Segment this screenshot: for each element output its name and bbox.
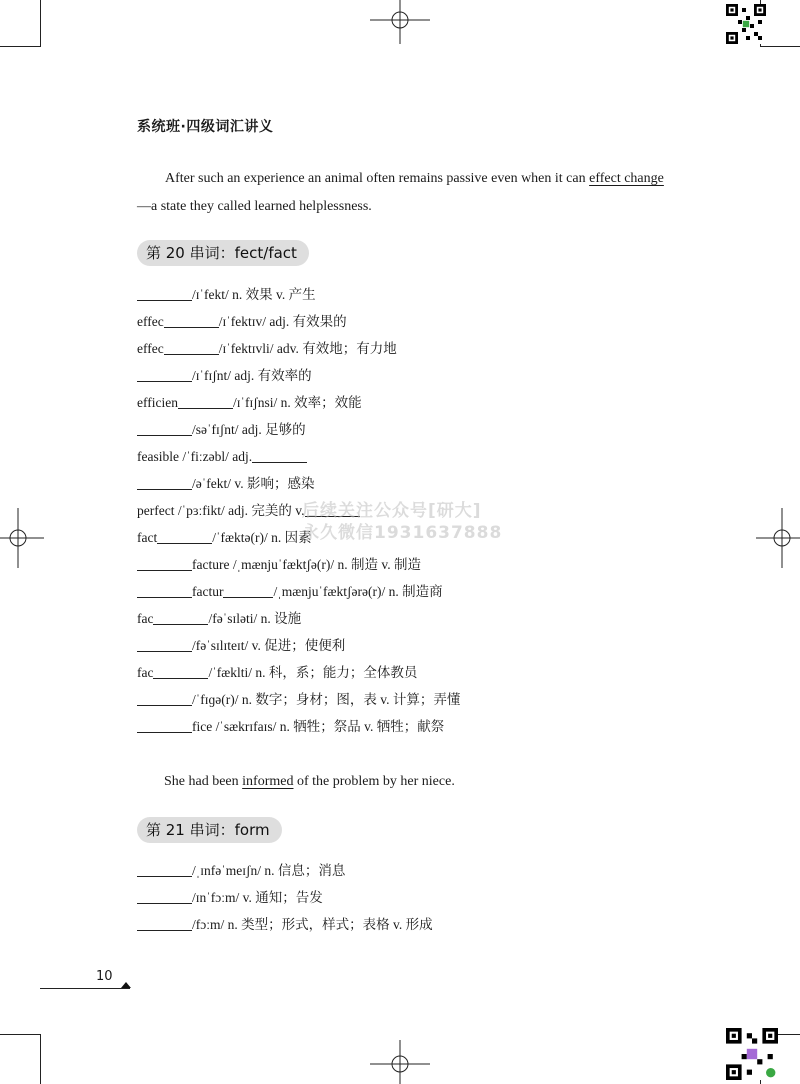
qr-code-icon (726, 4, 766, 44)
triangle-icon (121, 982, 131, 988)
word-row (137, 605, 460, 632)
crop-mark (0, 46, 41, 47)
blank-line[interactable] (178, 393, 233, 409)
registration-mark-icon (370, 1040, 430, 1084)
word-definition: /fəˈsɪlɪteɪt/ v. 促进；使便利 (192, 638, 346, 653)
word-row (137, 857, 433, 884)
blank-line[interactable] (137, 717, 192, 733)
word-definition: /ɪˈfekt/ n. 效果 v. 产生 (192, 287, 316, 302)
word-definition: /ɪnˈfɔːm/ v. 通知；告发 (192, 890, 323, 905)
blank-line[interactable] (137, 915, 192, 931)
word-definition: /ˌmænjuˈfæktʃərə(r)/ n. 制造商 (273, 584, 443, 599)
word-definition: /ɪˈfɪʃnt/ adj. 有效率的 (192, 368, 312, 383)
word-row (137, 443, 460, 470)
word-definition: /ˌɪnfəˈmeɪʃn/ n. 信息；消息 (192, 863, 346, 878)
footer-rule (40, 988, 130, 989)
header-title: 系统班·四级词汇讲义 (137, 119, 274, 135)
word-prefix: effec (137, 314, 164, 329)
word-row (137, 578, 460, 605)
word-prefix: fac (137, 665, 154, 680)
word-prefix: feasible /ˈfiːzəbl/ adj. (137, 449, 253, 464)
word-row (137, 362, 460, 389)
blank-line[interactable] (137, 690, 192, 706)
registration-mark-icon (0, 508, 44, 568)
blank-line[interactable] (137, 582, 192, 598)
word-row (137, 686, 460, 713)
word-row (137, 308, 460, 335)
blank-line[interactable] (137, 861, 192, 877)
word-prefix: fac (137, 611, 154, 626)
crop-mark (40, 1034, 41, 1084)
sentence-text-end: of the problem by her niece. (293, 774, 455, 789)
sentence-text: She had been (164, 774, 243, 789)
crop-mark (0, 1034, 41, 1035)
blank-line[interactable] (153, 609, 208, 625)
blank-line[interactable] (137, 474, 192, 490)
word-prefix: efficien (137, 395, 178, 410)
blank-line[interactable] (137, 366, 192, 382)
qr-code-icon (726, 1028, 778, 1080)
example-sentence (164, 770, 455, 794)
word-row (137, 416, 460, 443)
word-part: factur (192, 584, 224, 599)
word-row (137, 884, 433, 911)
word-row (137, 470, 460, 497)
page-number: 10 (96, 969, 113, 984)
intro-text: After such an experience an animal often remains passive even when it can (165, 171, 590, 186)
intro-paragraph (137, 165, 667, 221)
word-row (137, 389, 460, 416)
word-row (137, 713, 460, 740)
word-definition: /ɪˈfektɪv/ adj. 有效果的 (218, 314, 347, 329)
intro-text-end: —a state they called learned helplessness. (137, 199, 372, 214)
section-title: 第 21 串词：form (137, 817, 282, 843)
blank-line[interactable] (157, 528, 212, 544)
blank-line[interactable] (137, 888, 192, 904)
word-definition: /ˈfæktə(r)/ n. 因素 (212, 530, 312, 545)
registration-mark-icon (370, 0, 430, 44)
word-definition: /fɔːm/ n. 类型；形式，样式；表格 v. 形成 (192, 917, 433, 932)
blank-line[interactable] (137, 420, 192, 436)
watermark (302, 500, 502, 544)
word-prefix: fact (137, 530, 158, 545)
watermark-line: 永久微信1931637888 (302, 523, 503, 543)
blank-line[interactable] (164, 312, 219, 328)
blank-line[interactable] (164, 339, 219, 355)
word-row (137, 551, 460, 578)
word-row (137, 632, 460, 659)
word-row (137, 659, 460, 686)
section-title: 第 20 串词：fect/fact (137, 240, 309, 266)
crop-mark (40, 0, 41, 46)
word-row (137, 911, 433, 938)
word-row (137, 281, 460, 308)
blank-line[interactable] (252, 447, 307, 463)
word-row (137, 335, 460, 362)
registration-mark-icon (756, 508, 800, 568)
word-definition: /əˈfekt/ v. 影响；感染 (192, 476, 315, 491)
blank-line[interactable] (137, 555, 192, 571)
word-definition: /səˈfɪʃnt/ adj. 足够的 (192, 422, 306, 437)
word-definition: fice /ˈsækrɪfaɪs/ n. 牺牲；祭品 v. 牺牲；献祭 (192, 719, 445, 734)
word-definition: /ɪˈfektɪvli/ adv. 有效地；有力地 (218, 341, 397, 356)
blank-line[interactable] (137, 636, 192, 652)
crop-mark (760, 46, 800, 47)
underlined-word: informed (242, 774, 294, 789)
word-prefix: effec (137, 341, 164, 356)
blank-line[interactable] (137, 285, 192, 301)
word-prefix: perfect /ˈpɜːfikt/ adj. 完美的 v. (137, 503, 305, 518)
underlined-phrase: effect change (589, 171, 664, 186)
word-list (137, 857, 433, 938)
blank-line[interactable] (153, 663, 208, 679)
blank-line[interactable] (223, 582, 273, 598)
watermark-line: 后续关注公众号[研大] (302, 501, 482, 521)
word-definition: /ˈfæklti/ n. 科，系；能力；全体教员 (208, 665, 418, 680)
word-definition: facture /ˌmænjuˈfæktʃə(r)/ n. 制造 v. 制造 (192, 557, 421, 572)
word-definition: /fəˈsɪləti/ n. 设施 (208, 611, 302, 626)
word-definition: /ˈfɪɡə(r)/ n. 数字；身材；图，表 v. 计算；弄懂 (192, 692, 461, 707)
word-definition: /ɪˈfɪʃnsi/ n. 效率；效能 (232, 395, 362, 410)
